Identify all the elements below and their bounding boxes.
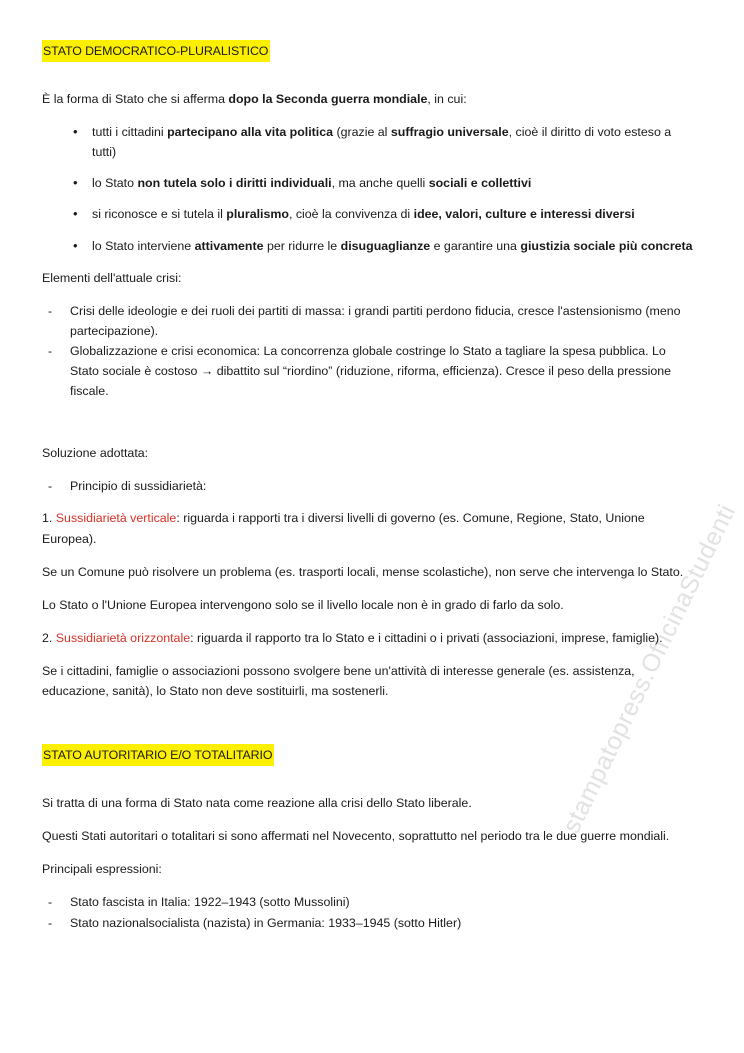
spacer: [42, 413, 694, 443]
intro-bold-phrase: dopo la Seconda guerra mondiale: [228, 92, 428, 107]
item-number: 1.: [42, 511, 53, 526]
expressions-list: [42, 892, 694, 932]
horizontal-note-1: Se i cittadini, famiglie o associazioni possono svolgere bene un'attività di interesse generale (es. assistenza, educazione, sanità), lo Stato non deve sostituirli, ma sostenerli.: [42, 663, 635, 698]
item-number: 2.: [42, 630, 53, 645]
list-item: - Principio di sussidiarietà:: [42, 476, 694, 496]
bold-text: sociali e collettivi: [428, 176, 532, 191]
vertical-note-2: Lo Stato o l'Unione Europea intervengono solo se il livello locale non è in grado di farlo da solo.: [42, 597, 564, 612]
section-2-paragraph-1: Si tratta di una forma di Stato nata come reazione alla crisi dello Stato liberale.: [42, 796, 472, 811]
bold-text: partecipano alla vita politica: [167, 125, 334, 140]
list-item: - Stato fascista in Italia: 1922–1943 (sotto Mussolini): [42, 892, 694, 912]
term-vertical: Sussidiarietà verticale: [55, 511, 177, 526]
section-heading-stato-democratico: STATO DEMOCRATICO-PLURALISTICO: [42, 40, 270, 62]
list-item: - Stato nazionalsocialista (nazista) in Germania: 1933–1945 (sotto Hitler): [42, 913, 694, 933]
crisis-label: Elementi dell'attuale crisi:: [42, 270, 182, 285]
bold-text: pluralismo: [226, 207, 289, 222]
bold-text: disuguaglianze: [340, 238, 431, 253]
list-item: - Crisi delle ideologie e dei ruoli dei partiti di massa: i grandi partiti perdono fiducia, cresce l'astensionismo (meno partecipazione).: [42, 301, 694, 341]
section-heading-wrap-2: [42, 744, 694, 780]
section-1-bullet-list: [42, 122, 694, 255]
subsidiarity-horizontal: [42, 628, 694, 648]
bold-text: attivamente: [194, 238, 264, 253]
crisis-list: [42, 301, 694, 401]
subsidiarity-vertical: [42, 508, 694, 548]
solution-list: [42, 476, 694, 496]
term-horizontal: Sussidiarietà orizzontale: [55, 630, 191, 645]
bold-text: idee, valori, culture e interessi diversi: [413, 207, 635, 222]
vertical-note-1: Se un Comune può risolvere un problema (es. trasporti locali, mense scolastiche), non serve che intervenga lo Stato.: [42, 564, 684, 579]
list-item: - Globalizzazione e crisi economica: La concorrenza globale costringe lo Stato a tagliare la spesa pubblica. Lo Stato sociale è costoso → dibattito sul “riordino” (riduzione, riforma, efficienza). Cresce il peso della pressione fiscale.: [42, 341, 694, 401]
definition-vertical: : riguarda i rapporti tra i diversi livelli di governo (es. Comune, Regione, Stato, Unione Europea).: [42, 511, 645, 546]
definition-horizontal: : riguarda il rapporto tra lo Stato e i cittadini o i privati (associazioni, imprese, famiglie).: [190, 630, 663, 645]
list-item: • lo Stato non tutela solo i diritti individuali, ma anche quelli sociali e collettivi: [42, 173, 694, 193]
watermark-text: stampatopress.OfficinaStudenti: [557, 500, 742, 838]
spacer: [42, 714, 694, 744]
section-heading-stato-autoritario: STATO AUTORITARIO E/O TOTALITARIO: [42, 744, 274, 766]
list-item: • tutti i cittadini partecipano alla vita politica (grazie al suffragio universale, cioè il diritto di voto esteso a tutti): [42, 122, 694, 162]
solution-label: Soluzione adottata:: [42, 446, 149, 461]
list-item: • si riconosce e si tutela il pluralismo, cioè la convivenza di idee, valori, culture e interessi diversi: [42, 204, 694, 224]
bold-text: suffragio universale: [390, 125, 509, 140]
section-1-intro: È la forma di Stato che si afferma dopo la Seconda guerra mondiale, in cui:: [42, 92, 467, 107]
list-item: • lo Stato interviene attivamente per ridurre le disuguaglianze e garantire una giustizia sociale più concreta: [42, 236, 694, 256]
document-content: [42, 40, 694, 933]
section-2-paragraph-2: Questi Stati autoritari o totalitari si sono affermati nel Novecento, soprattutto nel periodo tra le due guerre mondiali.: [42, 829, 670, 844]
bold-text: non tutela solo i diritti individuali: [137, 176, 332, 191]
section-heading-wrap-1: [42, 40, 694, 76]
expressions-label: Principali espressioni:: [42, 862, 162, 877]
bold-text: giustizia sociale più concreta: [520, 238, 693, 253]
